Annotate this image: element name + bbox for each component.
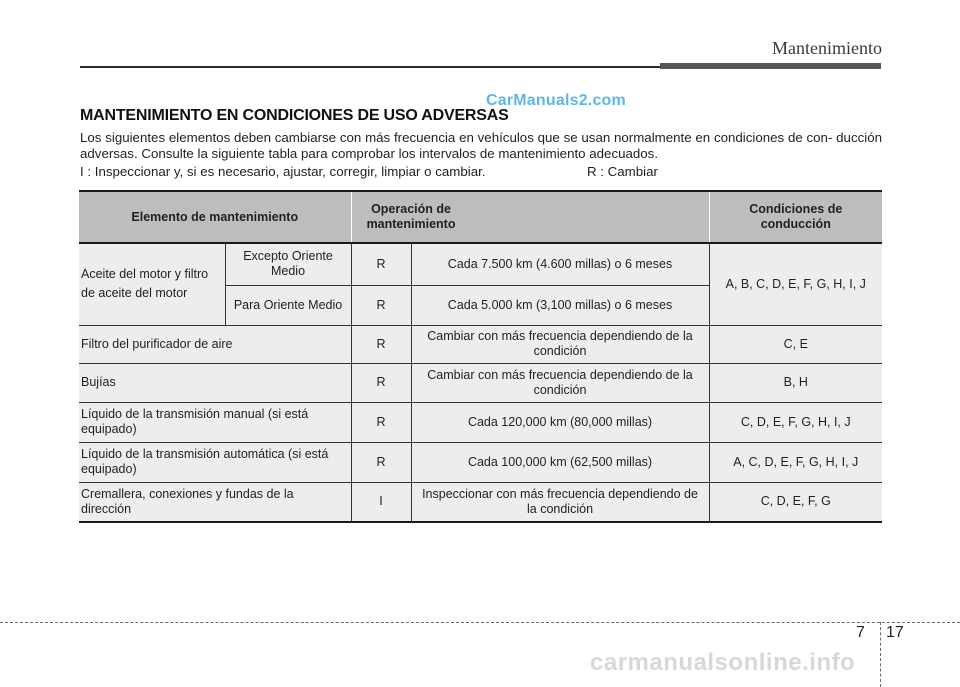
cell-conditions: C, E: [709, 325, 882, 363]
page-separator: [880, 622, 881, 687]
cell-operation: I: [351, 482, 411, 522]
cell-conditions: C, D, E, F, G, H, I, J: [709, 402, 882, 442]
cell-operation: R: [351, 243, 411, 285]
cell-conditions: A, B, C, D, E, F, G, H, I, J: [709, 243, 882, 325]
cell-item: Bujías: [79, 363, 351, 402]
cell-operation: R: [351, 402, 411, 442]
section-title: Mantenimiento: [772, 38, 882, 58]
cell-item: Líquido de la transmisión automática (si está equipado): [79, 442, 351, 482]
cell-interval: Inspeccionar con más frecuencia dependiendo de la condición: [411, 482, 709, 522]
cell-conditions: A, C, D, E, F, G, H, I, J: [709, 442, 882, 482]
header-operation: [351, 191, 709, 243]
footer-rule: [0, 622, 960, 623]
cell-interval: Cambiar con más frecuencia dependiendo de la condición: [411, 325, 709, 363]
page-number: 17: [886, 624, 904, 641]
cell-interval: Cada 100,000 km (62,500 millas): [411, 442, 709, 482]
header-conditions: Condiciones de conducción: [709, 191, 882, 243]
header-rule: [80, 66, 670, 68]
cell-item: Filtro del purificador de aire: [79, 325, 351, 363]
table-row: [79, 482, 882, 522]
table-row: [79, 325, 882, 363]
cell-item: Aceite del motor y filtro de aceite del motor: [79, 243, 225, 325]
chapter-number: 7: [856, 624, 865, 641]
cell-item: Cremallera, conexiones y fundas de la dirección: [79, 482, 351, 522]
page-heading: MANTENIMIENTO EN CONDICIONES DE USO ADVERSAS: [80, 107, 509, 124]
cell-interval: Cambiar con más frecuencia dependiendo de la condición: [411, 363, 709, 402]
watermark-bottom[interactable]: carmanualsonline.info: [590, 649, 856, 676]
cell-item: Líquido de la transmisión manual (si está equipado): [79, 402, 351, 442]
maintenance-table: [79, 190, 882, 523]
header-rule-accent: [660, 63, 881, 69]
cell-operation: R: [351, 325, 411, 363]
legend-inspect: I : Inspeccionar y, si es necesario, ajustar, corregir, limpiar o cambiar.: [80, 164, 486, 179]
cell-operation: R: [351, 442, 411, 482]
cell-operation: R: [351, 363, 411, 402]
header-item: Elemento de mantenimiento: [79, 191, 351, 243]
cell-conditions: C, D, E, F, G: [709, 482, 882, 522]
header-operation-label: Operación de mantenimiento: [366, 202, 456, 231]
cell-interval: Cada 5.000 km (3,100 millas) o 6 meses: [411, 285, 709, 325]
watermark-top[interactable]: CarManuals2.com: [486, 92, 626, 109]
table-row: [79, 442, 882, 482]
table-row: [79, 402, 882, 442]
cell-region: Excepto Oriente Medio: [225, 243, 351, 285]
table-row: [79, 363, 882, 402]
intro-paragraph: Los siguientes elementos deben cambiarse con más frecuencia en vehículos que se usan normalmente en condiciones de con- ducción adversas. Consulte la siguiente tabla para comprobar los intervalos de mantenimiento adecuados.: [80, 130, 882, 161]
cell-conditions: B, H: [709, 363, 882, 402]
cell-region: Para Oriente Medio: [225, 285, 351, 325]
table-header-row: [79, 191, 882, 243]
legend: [80, 164, 882, 180]
cell-interval: Cada 120,000 km (80,000 millas): [411, 402, 709, 442]
legend-replace: R : Cambiar: [587, 164, 658, 179]
table-row: [79, 243, 882, 285]
cell-interval: Cada 7.500 km (4.600 millas) o 6 meses: [411, 243, 709, 285]
cell-operation: R: [351, 285, 411, 325]
